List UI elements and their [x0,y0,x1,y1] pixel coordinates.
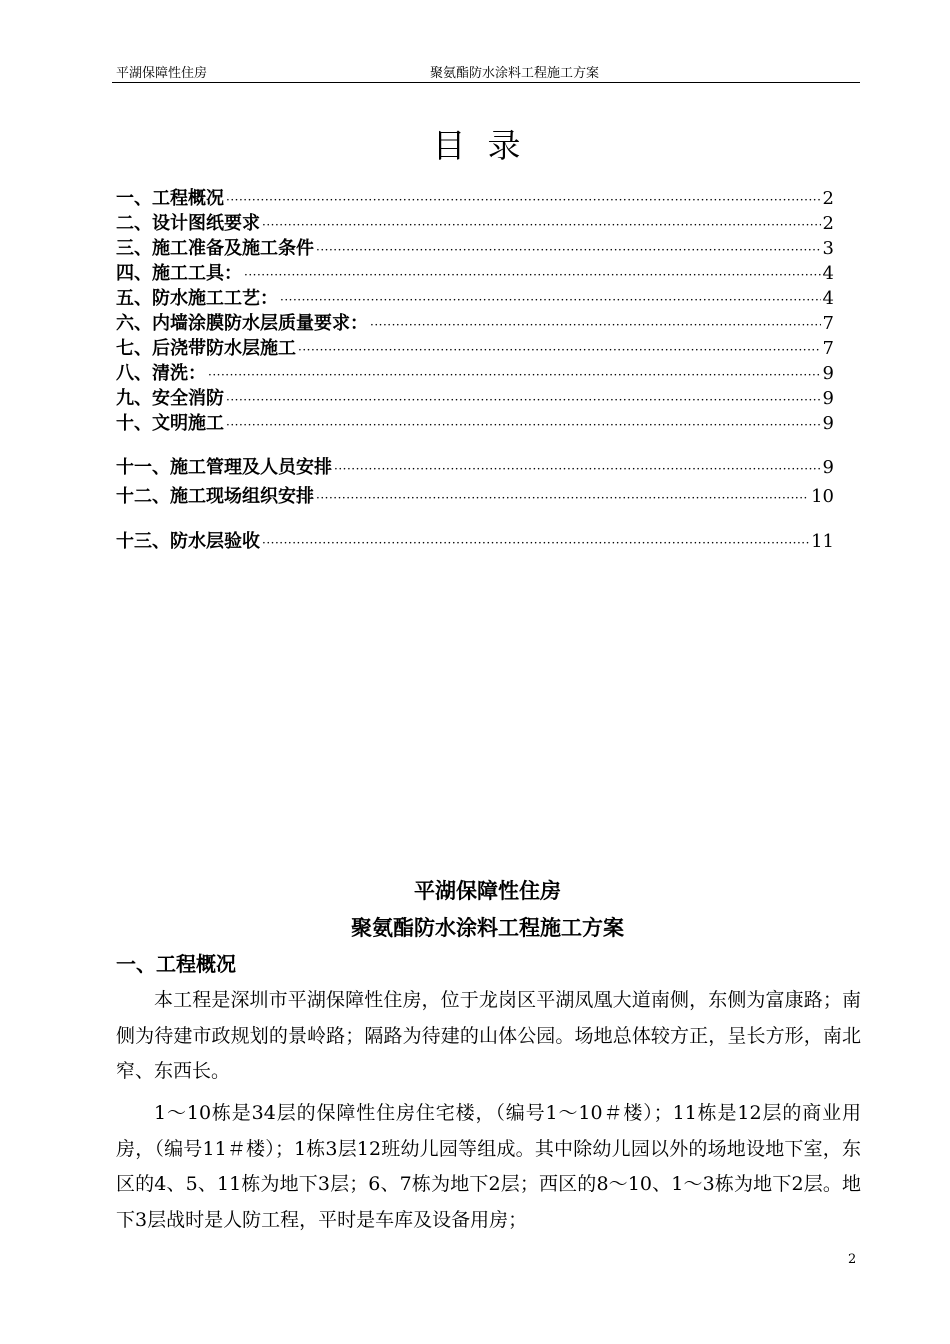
toc-entry-page: 9 [822,388,834,409]
toc-entry-label: 十二、施工现场组织安排 [116,486,314,507]
toc-entry-page: 9 [822,363,834,384]
toc-entry[interactable] [116,313,834,336]
toc-entry-page: 9 [822,413,834,434]
toc-entry-label: 十、文明施工 [116,413,224,434]
toc-entry-label: 二、设计图纸要求 [116,213,260,234]
header-document-title: 聚氨酯防水涂料工程施工方案 [430,66,600,81]
toc-title: 目录 [432,126,543,165]
toc-entry-label: 七、后浇带防水层施工 [116,338,296,359]
toc-entry-label: 五、防水施工工艺： [116,288,278,309]
toc-leader-dots [316,487,809,509]
toc-entry[interactable] [116,213,834,236]
toc-entry-page: 2 [822,188,834,209]
toc-entry-page: 7 [822,313,834,334]
document-title-line-1: 平湖保障性住房 [414,878,561,903]
toc-entry[interactable] [116,338,834,361]
toc-entry[interactable] [116,388,834,411]
toc-leader-dots [334,458,821,480]
toc-leader-dots [262,214,821,236]
toc-entry-page: 10 [811,486,834,507]
toc-leader-dots [208,364,821,386]
toc-entry-page: 9 [822,457,834,478]
toc-leader-dots [280,289,821,311]
toc-leader-dots [370,314,821,336]
section-heading: 一、工程概况 [116,952,236,976]
toc-entry[interactable] [116,288,834,311]
toc-leader-dots [298,339,821,361]
toc-entry[interactable] [116,486,834,509]
toc-entry[interactable] [116,531,834,554]
toc-entry-label: 一、工程概况 [116,188,224,209]
toc-leader-dots [226,389,821,411]
toc-entry[interactable] [116,457,834,480]
toc-entry[interactable] [116,413,834,436]
toc-entry[interactable] [116,363,834,386]
toc-entry-page: 4 [822,288,834,309]
body-paragraph: 本工程是深圳市平湖保障性住房，位于龙岗区平湖凤凰大道南侧，东侧为富康路；南侧为待建市政规划的景岭路；隔路为待建的山体公园。场地总体较方正，呈长方形，南北窄、东西长。 [116,989,861,1082]
toc-entry-label: 六、内墙涂膜防水层质量要求： [116,313,368,334]
toc-entry-label: 四、施工工具： [116,263,242,284]
toc-entry-label: 九、安全消防 [116,388,224,409]
toc-leader-dots [244,264,821,286]
toc-entry-label: 八、清洗： [116,363,206,384]
toc-leader-dots [262,532,809,554]
page-number: 2 [848,1252,857,1267]
document-title-line-2: 聚氨酯防水涂料工程施工方案 [351,915,624,940]
page-header [112,66,860,83]
toc-entry-label: 十一、施工管理及人员安排 [116,457,332,478]
toc-entry-label: 十三、防水层验收 [116,531,260,552]
header-project-name: 平湖保障性住房 [116,66,208,81]
toc-entry[interactable] [116,238,834,261]
toc-entry[interactable] [116,188,834,211]
toc-entry-page: 7 [822,338,834,359]
toc-entry-page: 2 [822,213,834,234]
toc-leader-dots [226,189,821,211]
toc-entry[interactable] [116,263,834,286]
toc-entry-label: 三、施工准备及施工条件 [116,238,314,259]
toc-leader-dots [226,414,821,436]
body-paragraph: 1～10栋是34层的保障性住房住宅楼，（编号1～10＃楼）；11栋是12层的商业用房，（编号11＃楼）；1栋3层12班幼儿园等组成。其中除幼儿园以外的场地设地下室，东区的4、5、11栋为地下3层；6、7栋为地下2层；西区的8～10、1～3栋为地下2层。地下3层战时是人防工程，平时是车库及设备用房； [116,1102,861,1231]
toc-entry-page: 4 [822,263,834,284]
toc-entry-page: 11 [811,531,834,552]
toc-entry-page: 3 [822,238,834,259]
toc-leader-dots [316,239,821,261]
